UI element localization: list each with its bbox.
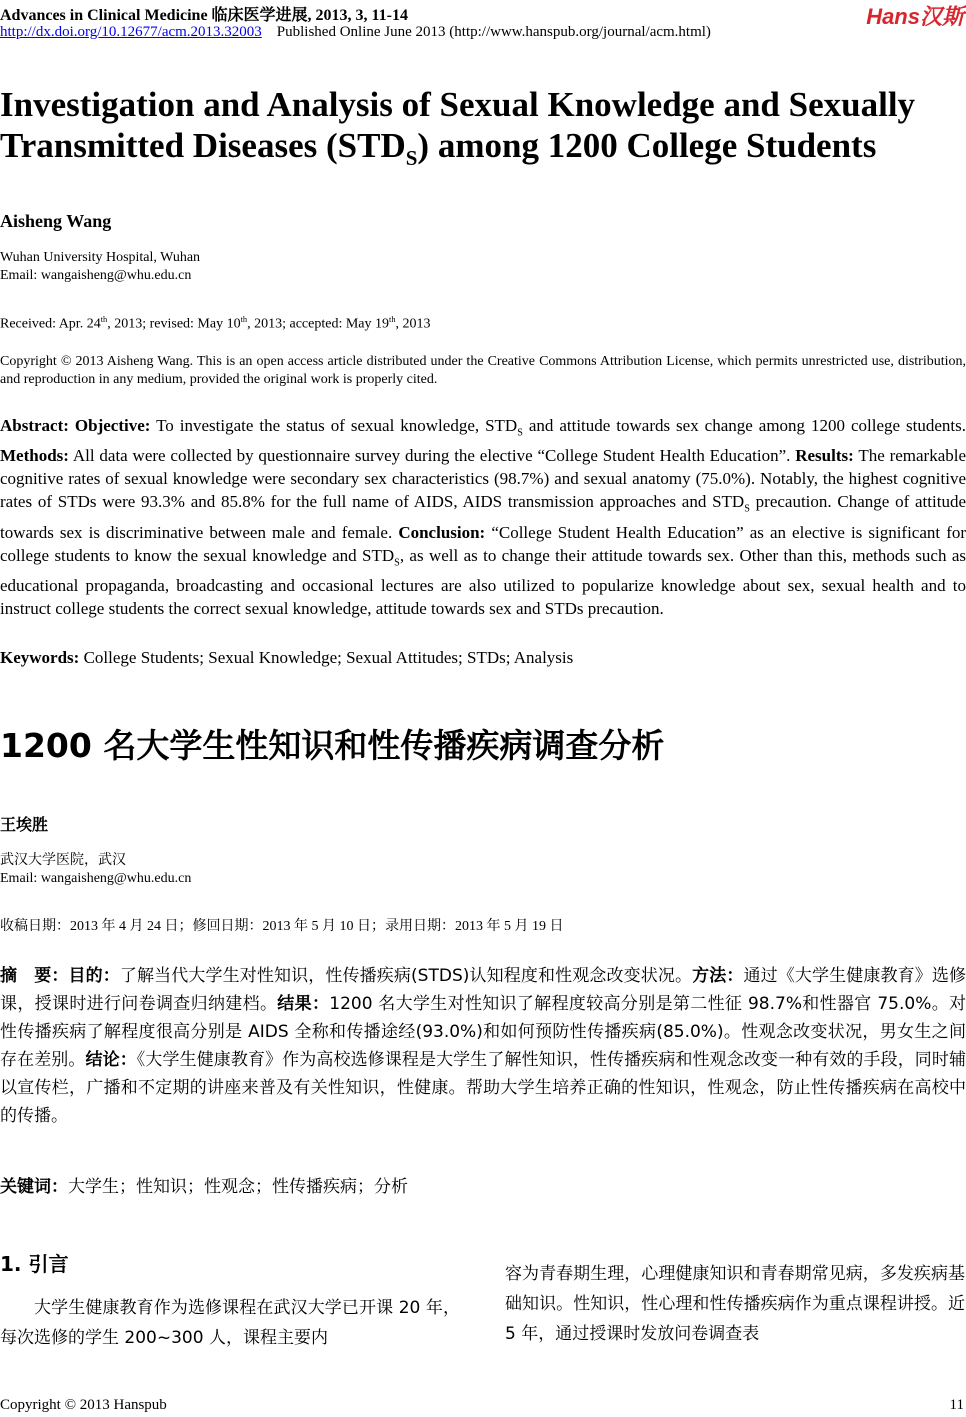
keywords-en: Keywords: College Students; Sexual Knowledge; Sexual Attitudes; STDs; Analysis bbox=[0, 648, 574, 667]
received-dates: Received: Apr. 24th, 2013; revised: May 10th, 2013; accepted: May 19th, 2013 bbox=[0, 315, 431, 332]
affiliation-block bbox=[0, 249, 200, 285]
cn-email: Email: wangaisheng@whu.edu.cn bbox=[0, 871, 192, 886]
affiliation: Wuhan University Hospital, Wuhan bbox=[0, 250, 201, 265]
keywords-cn: 关键词：大学生；性知识；性观念；性传播疾病；分析 bbox=[0, 1177, 408, 1197]
footer-copyright: Copyright © 2013 Hanspub bbox=[0, 1397, 167, 1413]
doi-line bbox=[0, 24, 711, 41]
cn-affiliation: 武汉大学医院，武汉 bbox=[0, 853, 126, 868]
intro-right-column: 容为青春期生理，心理健康知识和青春期常见病，多发疾病基础知识。性知识，性心理和性传播疾病作为重点课程讲授。近 5 年，通过授课时发放问卷调查表 bbox=[505, 1264, 965, 1344]
abstract-en: Abstract: Objective: To investigate the status of sexual knowledge, $STD_S$ and attitude towards sex change among 1200 college students. Methods: All data were collected by questionnaire survey during the elective “College Student Health Education”. Results: The remarkable cognitive rates of sexual knowledge were secondary sex characteristics (98.7%) and sexual anatomy (75.0%). Notably, the highest cognitive rates of STDs were 93.3% and 85.8% for the full name of AIDS, AIDS transmission approaches and $STD_S$ precaution. Change of attitude towards sex is discriminative between male and female. Conclusion: “College Student Health Education” as an elective is significant for college students to know the sexual knowledge and $STD_S$, as well as to change their attitude towards sex. Other than this, methods such as educational propaganda, broadcasting and occasional lectures are also utilized to popularize knowledge about sex, sexual health and to instruct college students the correct sexual knowledge, attitude towards sex and STDs precaution. bbox=[0, 416, 966, 619]
cn-author: 王埃胜 bbox=[0, 815, 49, 834]
section-heading-intro: 1. 引言 bbox=[0, 1252, 69, 1276]
cn-title: 1200 名大学生性知识和性传播疾病调查分析 bbox=[0, 726, 665, 765]
page-number: 11 bbox=[949, 1397, 964, 1413]
copyright-notice: Copyright © 2013 Aisheng Wang. This is an open access article distributed under the Creative Commons Attribution License, which permits unrestricted use, distribution, and reproduction in any medium, provided the original work is properly cited. bbox=[0, 354, 966, 387]
intro-left-column: 大学生健康教育作为选修课程在武汉大学已开课 20 年，每次选修的学生 200~300 人，课程主要内 bbox=[0, 1298, 460, 1348]
paper-title: Investigation and Analysis of Sexual Knowledge and Sexually Transmitted Diseases $(STD_S)$ among 1200 College Students bbox=[0, 85, 916, 170]
abstract-cn: 摘 要：目的：了解当代大学生对性知识，性传播疾病(STDS)认知程度和性观念改变状况。方法：通过《大学生健康教育》选修课，授课时进行问卷调查归纳建档。结果：1200 名大学生对性知识了解程度较高分别是第二性征 98.7%和性器官 75.0%。对性传播疾病了解程度很高分别是 AIDS 全称和传播途经(93.0%)和如何预防性传播疾病(85.0%)。性观念改变状况，男女生之间存在差别。结论：《大学生健康教育》作为高校选修课程是大学生了解性知识，性传播疾病和性观念改变一种有效的手段，同时辅以宣传栏，广播和不定期的讲座来普及有关性知识，性健康。帮助大学生培养正确的性知识，性观念，防止性传播疾病在高校中的传播。 bbox=[0, 966, 966, 1126]
journal-name: Advances in Clinical Medicine 临床医学进展, 2013, 3, 11-14 bbox=[0, 7, 409, 24]
published-text: Published Online June 2013 (http://www.hanspub.org/journal/acm.html) bbox=[276, 24, 711, 40]
cn-affiliation-block bbox=[0, 852, 191, 888]
email: Email: wangaisheng@whu.edu.cn bbox=[0, 268, 192, 283]
author-name: Aisheng Wang bbox=[0, 211, 112, 231]
cn-received-dates: 收稿日期：2013 年 4 月 24 日；修回日期：2013 年 5 月 10 日；录用日期：2013 年 5 月 19 日 bbox=[0, 919, 564, 934]
hans-logo: Hans汉斯 bbox=[866, 4, 964, 29]
doi-link[interactable]: http://dx.doi.org/10.12677/acm.2013.32003 bbox=[0, 24, 262, 40]
